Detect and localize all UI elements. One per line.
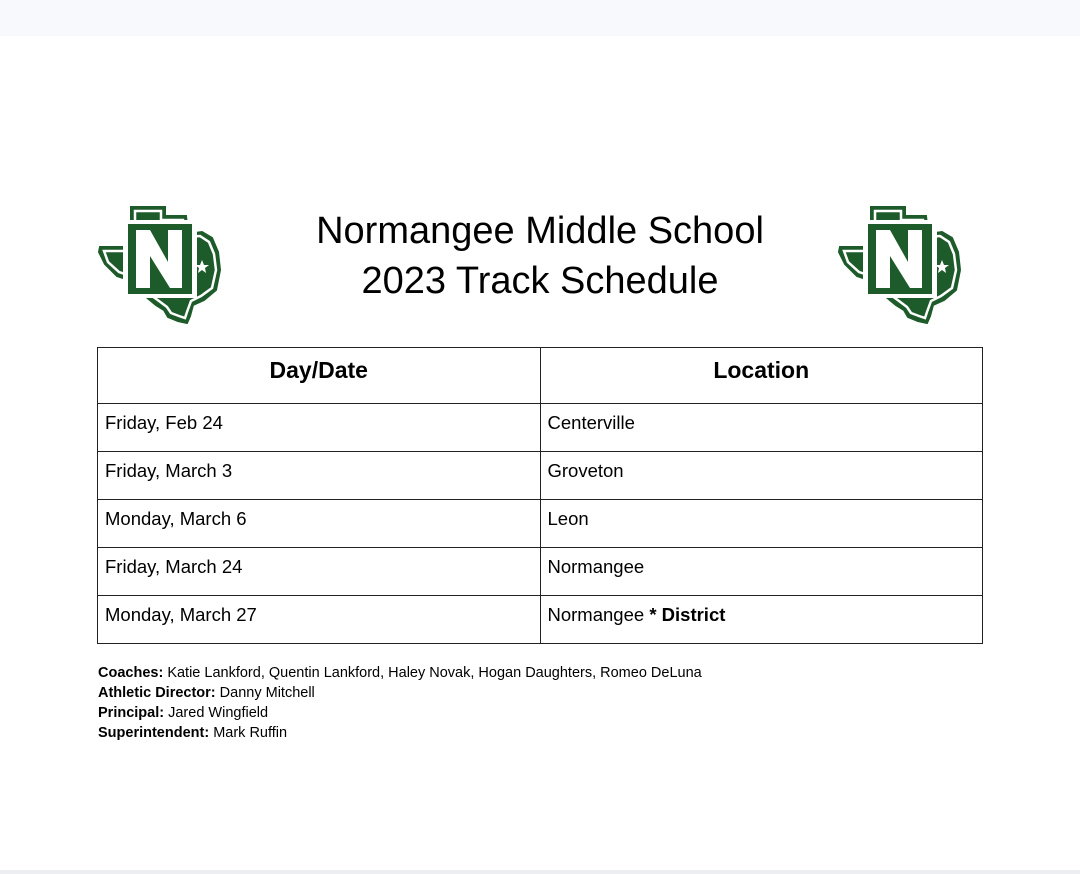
staff-value: Mark Ruffin <box>213 725 288 741</box>
title-line-1: Normangee Middle School <box>316 210 764 252</box>
date-cell: Monday, March 6 <box>98 500 541 548</box>
staff-value: Katie Lankford, Quentin Lankford, Haley Novak, Hogan Daughters, Romeo DeLuna <box>167 665 702 681</box>
table-row <box>98 548 983 596</box>
date-cell: Friday, Feb 24 <box>98 404 541 452</box>
texas-n-logo-icon <box>838 204 962 324</box>
table-row <box>98 404 983 452</box>
bottom-strip <box>0 870 1080 874</box>
column-header-location: Location <box>540 348 983 404</box>
table-header-row <box>98 348 983 404</box>
date-cell: Friday, March 3 <box>98 452 541 500</box>
top-strip <box>0 0 1080 36</box>
document-title <box>240 206 840 306</box>
staff-footer <box>98 663 702 743</box>
school-logo-left <box>98 204 222 324</box>
staff-label: Coaches: <box>98 665 164 681</box>
staff-label: Superintendent: <box>98 725 210 741</box>
column-header-day-date: Day/Date <box>98 348 541 404</box>
staff-line-athletic-director <box>98 683 702 703</box>
schedule-table <box>97 347 983 644</box>
school-logo-right <box>838 204 962 324</box>
table-row <box>98 500 983 548</box>
location-cell <box>540 596 983 644</box>
staff-value: Danny Mitchell <box>219 685 315 701</box>
district-note: * District <box>649 604 726 625</box>
location-cell: Centerville <box>540 404 983 452</box>
date-cell: Friday, March 24 <box>98 548 541 596</box>
staff-line-coaches <box>98 663 702 683</box>
date-cell: Monday, March 27 <box>98 596 541 644</box>
staff-line-principal <box>98 703 702 723</box>
staff-value: Jared Wingfield <box>168 705 269 721</box>
location-text: Normangee <box>547 604 645 625</box>
staff-label: Athletic Director: <box>98 685 216 701</box>
staff-label: Principal: <box>98 705 165 721</box>
location-cell: Groveton <box>540 452 983 500</box>
location-cell: Leon <box>540 500 983 548</box>
table-row <box>98 452 983 500</box>
location-cell: Normangee <box>540 548 983 596</box>
table-row <box>98 596 983 644</box>
texas-n-logo-icon <box>98 204 222 324</box>
title-line-2: 2023 Track Schedule <box>361 260 719 302</box>
staff-line-superintendent <box>98 723 702 743</box>
